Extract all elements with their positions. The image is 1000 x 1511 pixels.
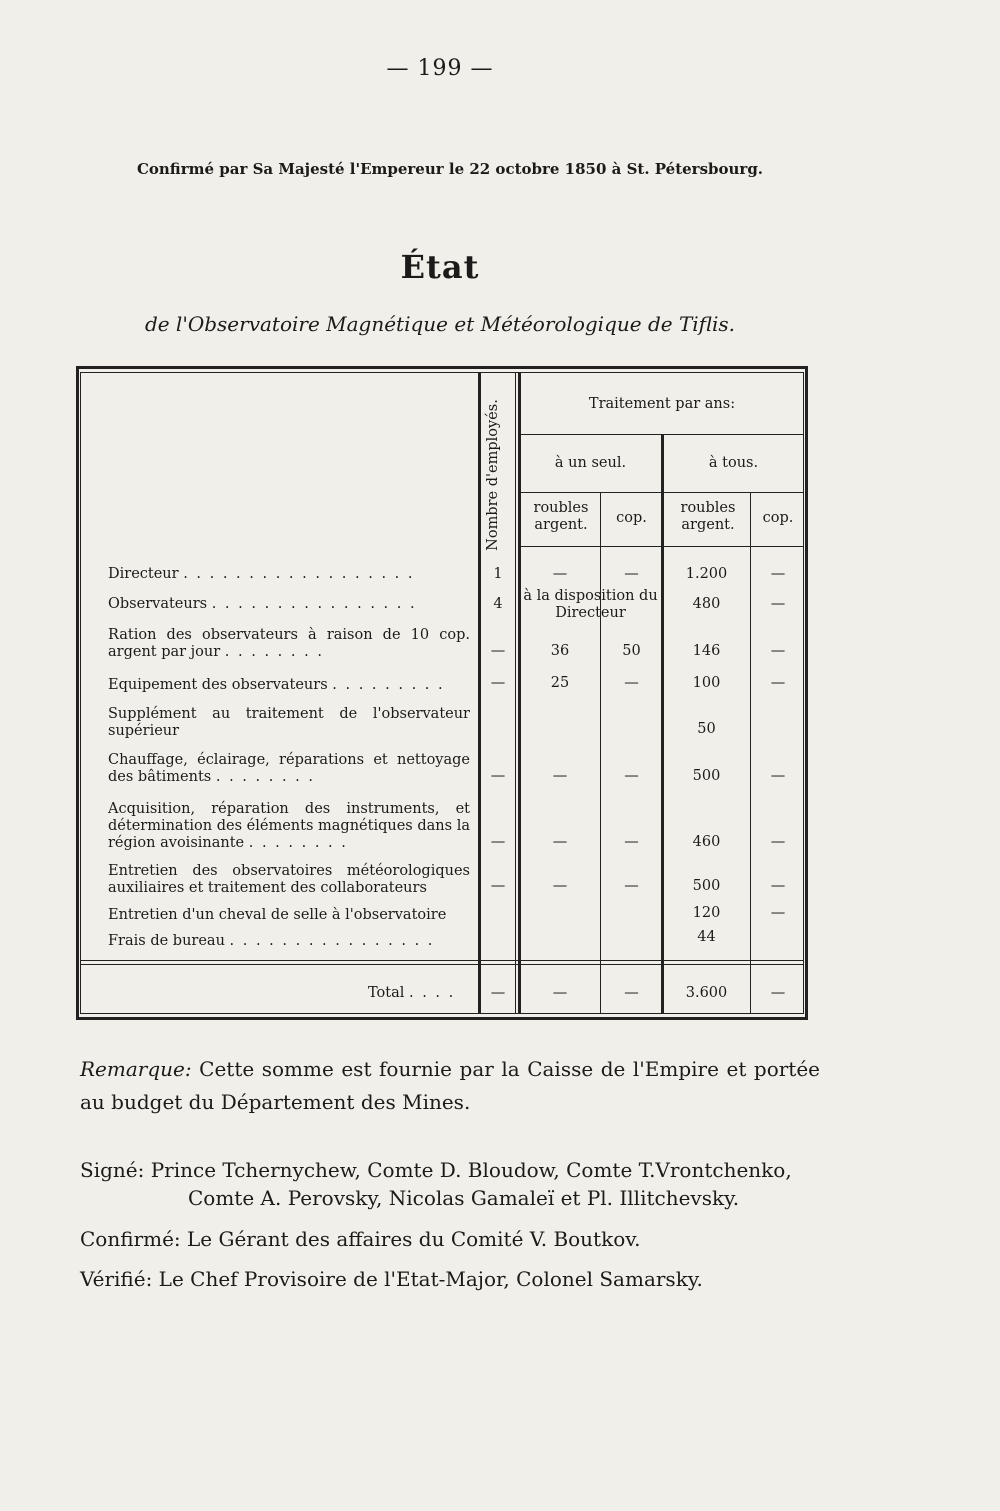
table-cell: 460 [692, 834, 721, 850]
table-cell: 500 [692, 878, 721, 894]
col-header-salary: Traitement par ans: [588, 396, 736, 412]
table-cell: — [552, 878, 568, 894]
table-cell: — [624, 878, 639, 894]
table-cell: à la disposition du Directeur [523, 588, 658, 621]
table-cell: — [490, 878, 506, 894]
page-number: — 199 — [386, 56, 494, 81]
table-cell: — [770, 675, 786, 691]
confirmed-line: Confirmé: Le Gérant des affaires du Comité V. Boutkov. [80, 1227, 641, 1251]
table-cell: — [552, 834, 568, 850]
table-cell: — [624, 834, 639, 850]
table-cell: 120 [692, 905, 721, 921]
table-cell: 146 [692, 643, 721, 659]
table-divider [520, 546, 804, 547]
total-cell: — [552, 985, 568, 1001]
table-row-label: Equipement des observateurs . . . . . . . . . [108, 677, 445, 693]
table-cell: 50 [622, 643, 641, 659]
table-row-label: Entretien d'un cheval de selle à l'observatoire [108, 907, 447, 923]
table-row-label: Observateurs . . . . . . . . . . . . . . . . [108, 596, 417, 612]
total-cell: — [770, 985, 786, 1001]
total-cell: — [624, 985, 639, 1001]
col-header-all: à tous. [708, 455, 759, 471]
table-cell: — [490, 643, 506, 659]
table-cell: 4 [493, 596, 503, 612]
table-cell: — [770, 643, 786, 659]
document-subtitle: de l'Observatoire Magnétique et Météorologique de Tiflis. [144, 312, 736, 336]
table-cell: 50 [697, 721, 716, 737]
col-header-single: à un seul. [554, 455, 627, 471]
table-cell: — [490, 768, 506, 784]
table-cell: 44 [697, 929, 716, 945]
table-divider [80, 964, 804, 965]
table-row-label: Supplément au traitement de l'observateur supérieur [108, 706, 470, 739]
table-cell: — [490, 675, 506, 691]
table-divider [515, 372, 516, 1014]
table-cell: — [552, 566, 568, 582]
col-header-employees: Nombre d'employés. [485, 399, 501, 551]
document-title: État [400, 248, 480, 286]
table-row-label: Directeur . . . . . . . . . . . . . . . . . . [108, 566, 415, 582]
col-header-kop-all: cop. [762, 510, 794, 526]
imperial-confirmation: Confirmé par Sa Majesté l'Empereur le 22 octobre 1850 à St. Pétersbourg. [136, 160, 764, 178]
table-row-label: Acquisition, réparation des instruments, et détermination des éléments magnétiques dans la région avoisinante . . . . . . . . [108, 801, 470, 851]
table-cell: 1.200 [685, 566, 728, 582]
table-cell: — [624, 675, 639, 691]
table-cell: — [552, 768, 568, 784]
total-cell: 3.600 [685, 985, 728, 1001]
verified-line: Vérifié: Le Chef Provisoire de l'Etat-Major, Colonel Samarsky. [80, 1267, 703, 1291]
remark-label: Remarque: [80, 1057, 192, 1081]
table-cell: — [770, 596, 786, 612]
table-row-label: Entretien des observatoires météorologiques auxiliaires et traitement des collaborateurs [108, 863, 470, 896]
col-header-rubles-all: roubles argent. [680, 500, 736, 533]
col-header-rubles-single: roubles argent. [533, 500, 589, 533]
table-row-label: Ration des observateurs à raison de 10 cop. argent par jour . . . . . . . . [108, 627, 470, 660]
signed-line-2: Comte A. Perovsky, Nicolas Gamaleï et Pl. Illitchevsky. [188, 1186, 740, 1210]
signed-line-1: Signé: Prince Tchernychew, Comte D. Bloudow, Comte T.Vrontchenko, [80, 1158, 792, 1182]
table-cell: — [770, 566, 786, 582]
table-cell: 36 [550, 643, 570, 659]
table-divider [80, 960, 804, 961]
table-divider [750, 492, 751, 1014]
table-cell: 500 [692, 768, 721, 784]
table-cell: 1 [493, 566, 503, 582]
table-divider [520, 434, 804, 435]
table-row-label: Chauffage, éclairage, réparations et nettoyage des bâtiments . . . . . . . . [108, 752, 470, 785]
table-cell: — [624, 566, 639, 582]
table-cell: — [490, 834, 506, 850]
table-divider [600, 492, 601, 1014]
table-cell: — [770, 878, 786, 894]
table-row-label: Frais de bureau . . . . . . . . . . . . . . . . [108, 933, 435, 949]
table-divider [520, 492, 804, 493]
total-cell: — [490, 985, 506, 1001]
table-cell: — [624, 768, 639, 784]
total-label: Total . . . . [368, 985, 456, 1001]
table-cell: — [770, 834, 786, 850]
remark-text: Cette somme est fournie par la Caisse de l'Empire et portée au budget du Département des Mines. [80, 1057, 821, 1114]
col-header-kop-single: cop. [616, 510, 647, 526]
table-cell: 25 [550, 675, 570, 691]
remark-paragraph [80, 1053, 820, 1119]
table-cell: 100 [692, 675, 721, 691]
table-cell: — [770, 905, 786, 921]
table-cell: — [770, 768, 786, 784]
table-cell: 480 [692, 596, 721, 612]
